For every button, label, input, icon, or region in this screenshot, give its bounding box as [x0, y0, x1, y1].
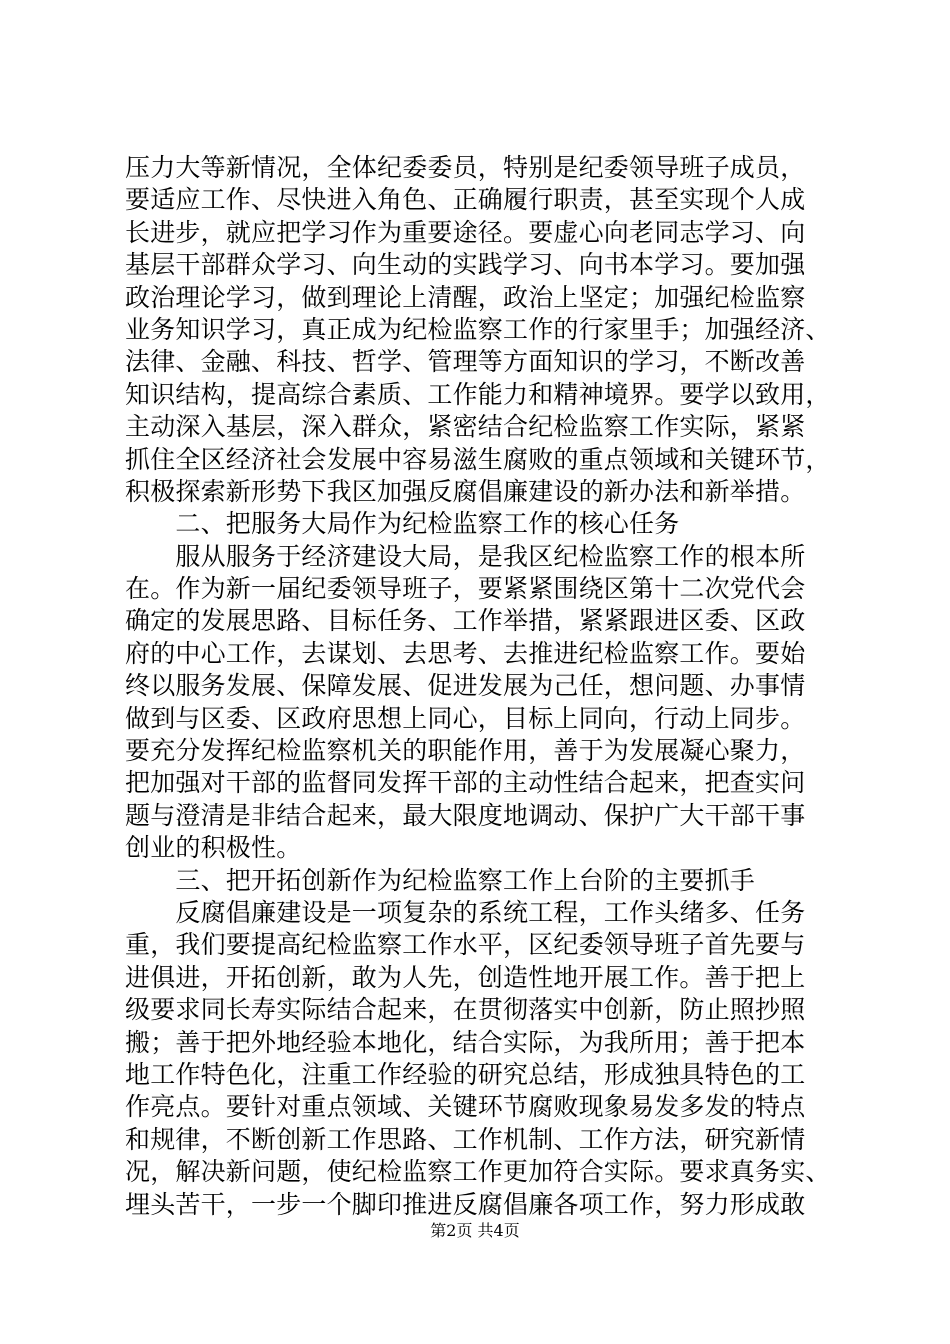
text-line: 级要求同长寿实际结合起来，在贯彻落实中创新，防止照抄照	[125, 995, 806, 1025]
text-line: 终以服务发展、保障发展、促进发展为己任，想问题、办事情	[125, 671, 806, 701]
text-line: 基层干部群众学习、向生动的实践学习、向书本学习。要加强	[125, 250, 806, 280]
page-number-footer: 第2页 共4页	[430, 1221, 520, 1240]
section-heading-3: 三、把开拓创新作为纪检监察工作上台阶的主要抓手	[125, 865, 756, 895]
text-line: 服从服务于经济建设大局，是我区纪检监察工作的根本所	[125, 541, 806, 571]
text-line: 长进步，就应把学习作为重要途径。要虚心向老同志学习、向	[125, 217, 806, 247]
text-line: 和规律，不断创新工作思路、工作机制、工作方法，研究新情	[125, 1124, 806, 1154]
text-line: 抓住全区经济社会发展中容易滋生腐败的重点领域和关键环节，	[125, 444, 831, 474]
text-line: 地工作特色化，注重工作经验的研究总结，形成独具特色的工	[125, 1059, 806, 1089]
text-line: 埋头苦干，一步一个脚印推进反腐倡廉各项工作，努力形成敢	[125, 1189, 806, 1219]
text-line: 法律、金融、科技、哲学、管理等方面知识的学习，不断改善	[125, 347, 806, 377]
text-line: 压力大等新情况，全体纪委委员，特别是纪委领导班子成员，	[125, 153, 806, 182]
text-line: 搬；善于把外地经验本地化，结合实际，为我所用；善于把本	[125, 1027, 806, 1057]
text-line: 在。作为新一届纪委领导班子，要紧紧围绕区第十二次党代会	[125, 574, 806, 604]
text-line: 业务知识学习，真正成为纪检监察工作的行家里手；加强经济、	[125, 314, 831, 344]
text-line: 况，解决新问题，使纪检监察工作更加符合实际。要求真务实、	[125, 1157, 831, 1187]
text-line: 进俱进，开拓创新，敢为人先，创造性地开展工作。善于把上	[125, 962, 806, 992]
text-line: 政治理论学习，做到理论上清醒，政治上坚定；加强纪检监察	[125, 282, 806, 312]
text-line: 确定的发展思路、目标任务、工作举措，紧紧跟进区委、区政	[125, 606, 806, 636]
text-line: 把加强对干部的监督同发挥干部的主动性结合起来，把查实问	[125, 768, 806, 798]
text-line: 要适应工作、尽快进入角色、正确履行职责，甚至实现个人成	[125, 185, 806, 215]
text-line: 创业的积极性。	[125, 833, 302, 863]
text-line: 知识结构，提高综合素质、工作能力和精神境界。要学以致用，	[125, 379, 831, 409]
document-body	[125, 152, 852, 1221]
text-line: 重，我们要提高纪检监察工作水平，区纪委领导班子首先要与	[125, 930, 806, 960]
text-line: 要充分发挥纪检监察机关的职能作用，善于为发展凝心聚力，	[125, 736, 806, 766]
text-line: 主动深入基层，深入群众，紧密结合纪检监察工作实际，紧紧	[125, 412, 806, 442]
text-line: 做到与区委、区政府思想上同心，目标上同向，行动上同步。	[125, 703, 806, 733]
text-line: 反腐倡廉建设是一项复杂的系统工程，工作头绪多、任务	[125, 897, 806, 927]
text-line: 府的中心工作，去谋划、去思考、去推进纪检监察工作。要始	[125, 638, 806, 668]
text-line: 题与澄清是非结合起来，最大限度地调动、保护广大干部干事	[125, 800, 806, 830]
text-line: 作亮点。要针对重点领域、关键环节腐败现象易发多发的特点	[125, 1092, 806, 1122]
text-line: 积极探索新形势下我区加强反腐倡廉建设的新办法和新举措。	[125, 476, 806, 506]
section-heading-2: 二、把服务大局作为纪检监察工作的核心任务	[125, 509, 680, 539]
